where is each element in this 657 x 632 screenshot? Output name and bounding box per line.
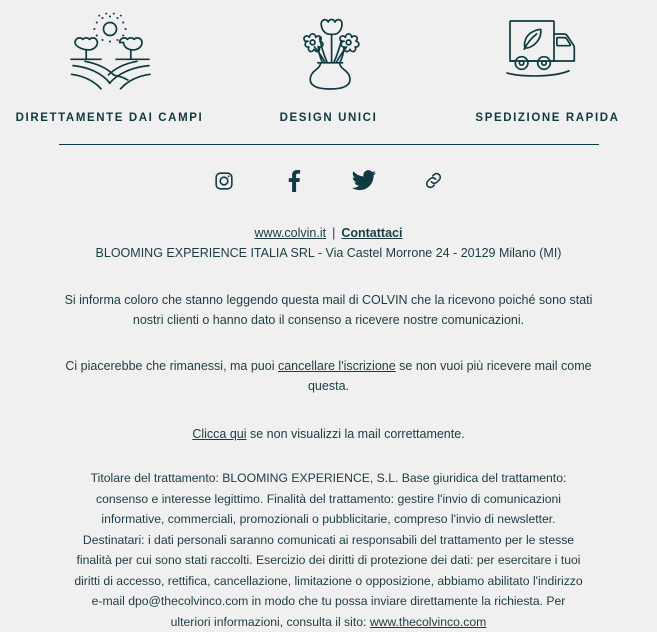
- feature-item-direttamente-dai-campi: [0, 8, 219, 127]
- unsubscribe-text-before: Ci piacerebbe che rimanessi, ma puoi: [65, 359, 278, 373]
- social-links-row: [0, 168, 657, 198]
- feature-label: SPEDIZIONE RAPIDA: [475, 112, 620, 124]
- contact-link[interactable]: Contattaci: [341, 226, 403, 240]
- feature-item-design-unici: [219, 8, 438, 127]
- flower-vase-icon: [289, 8, 369, 94]
- social-link-facebook[interactable]: [277, 168, 311, 198]
- link-icon: [423, 170, 444, 196]
- delivery-truck-leaf-icon: [501, 8, 595, 94]
- view-online-paragraph: [0, 424, 657, 444]
- disclaimer-paragraph: Si informa coloro che stanno leggendo questa mail di COLVIN che la ricevono poiché sono stati nostri clienti o hanno dato il consenso a ricevere nostre comunicazioni.: [64, 293, 593, 327]
- footer-links-line: [0, 224, 657, 243]
- feature-item-spedizione-rapida: [438, 8, 657, 127]
- legal-privacy-link[interactable]: www.thecolvinco.com: [369, 614, 487, 629]
- instagram-icon: [214, 171, 234, 196]
- twitter-icon: [352, 170, 376, 196]
- feature-label: DIRETTAMENTE DAI CAMPI: [15, 112, 204, 124]
- divider-container: [0, 127, 657, 145]
- link-separator: |: [332, 226, 336, 240]
- unsubscribe-text-after: se non vuoi più ricevere mail come questa.: [307, 359, 592, 393]
- website-link[interactable]: www.colvin.it: [254, 226, 327, 240]
- legal-text: Titolare del trattamento: BLOOMING EXPERIENCE, S.L. Base giuridica del trattamento: consenso e interesse legittimo. Finalità del trattamento: gestire l'invio di comunicazioni informative, commerciali, promozionali o pubblicitarie, compreso l'invio di newsletter. Destinatari: i dati personali saranno comunicati ai responsabili del trattamento per le stesse finalità per cui sono stati raccolti. Esercizio dei diritti di protezione dei dati: per esercitare i tuoi diritti di accesso, rettifica, cancellazione, limitazione o opposizione, abbiamo abilitato l'indirizzo e-mail dpo@thecolvinco.com in modo che tu possa inviare direttamente la richiesta. Per ulteriori informazioni, consulta il sito:: [74, 471, 583, 629]
- social-link-twitter[interactable]: [347, 168, 381, 198]
- feature-label: DESIGN UNICI: [279, 112, 378, 124]
- facebook-icon: [284, 170, 304, 197]
- social-link-website[interactable]: [417, 168, 451, 198]
- unsubscribe-paragraph: [0, 356, 657, 396]
- social-link-instagram[interactable]: [207, 168, 241, 198]
- field-flowers-icon: [67, 8, 153, 94]
- legal-paragraph: [0, 468, 657, 632]
- view-online-link[interactable]: Clicca qui: [192, 427, 247, 441]
- unsubscribe-link[interactable]: cancellare l'iscrizione: [277, 359, 396, 373]
- company-address: BLOOMING EXPERIENCE ITALIA SRL - Via Castel Morrone 24 - 20129 Milano (MI): [95, 246, 562, 260]
- view-online-text-after: se non visualizzi la mail correttamente.: [246, 427, 465, 441]
- features-row: [0, 0, 657, 127]
- horizontal-divider: [59, 144, 599, 145]
